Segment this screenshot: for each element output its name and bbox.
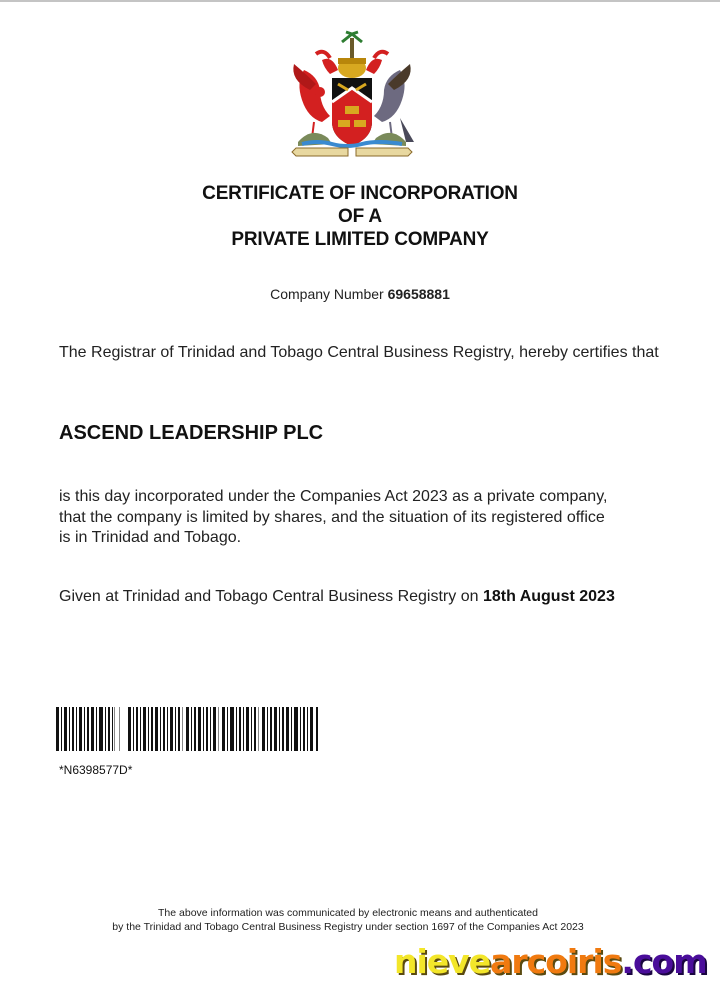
watermark [394,942,707,981]
company-number-label: Company Number [270,286,384,302]
top-border [0,0,720,2]
company-name: ASCEND LEADERSHIP PLC [59,422,324,444]
incorporation-statement: is this day incorporated under the Companies Act 2023 as a private company, that the company is limited by shares, and the situation of its registered office is in Trinidad and Tobago. [59,488,608,546]
title-line-1: CERTIFICATE OF INCORPORATION [202,183,518,204]
watermark-part-3: .com [621,942,707,981]
barcode-icon [56,707,319,751]
footer-line-2: by the Trinidad and Tobago Central Business Registry under section 1697 of the Companies Act 2023 [112,921,584,933]
title-line-2: OF A [338,206,382,227]
authentication-footer [0,906,696,934]
certificate-title [0,182,720,251]
company-number-line [0,286,720,302]
incorporation-date: 18th August 2023 [482,588,615,605]
title-line-3: PRIVATE LIMITED COMPANY [231,229,489,250]
barcode-number: *N6398577D* [59,763,133,777]
registrar-intro: The Registrar of Trinidad and Tobago Central Business Registry, hereby certifies that [59,344,659,361]
watermark-part-2: arcoiris [490,942,622,981]
coat-of-arms-icon [282,30,422,160]
watermark-part-1: nieve [394,942,491,981]
given-statement [59,588,615,606]
footer-line-1: The above information was communicated by electronic means and authenticated [158,907,538,919]
given-prefix: Given at Trinidad and Tobago Central Business Registry on [59,588,479,605]
company-number-value: 69658881 [387,286,450,302]
